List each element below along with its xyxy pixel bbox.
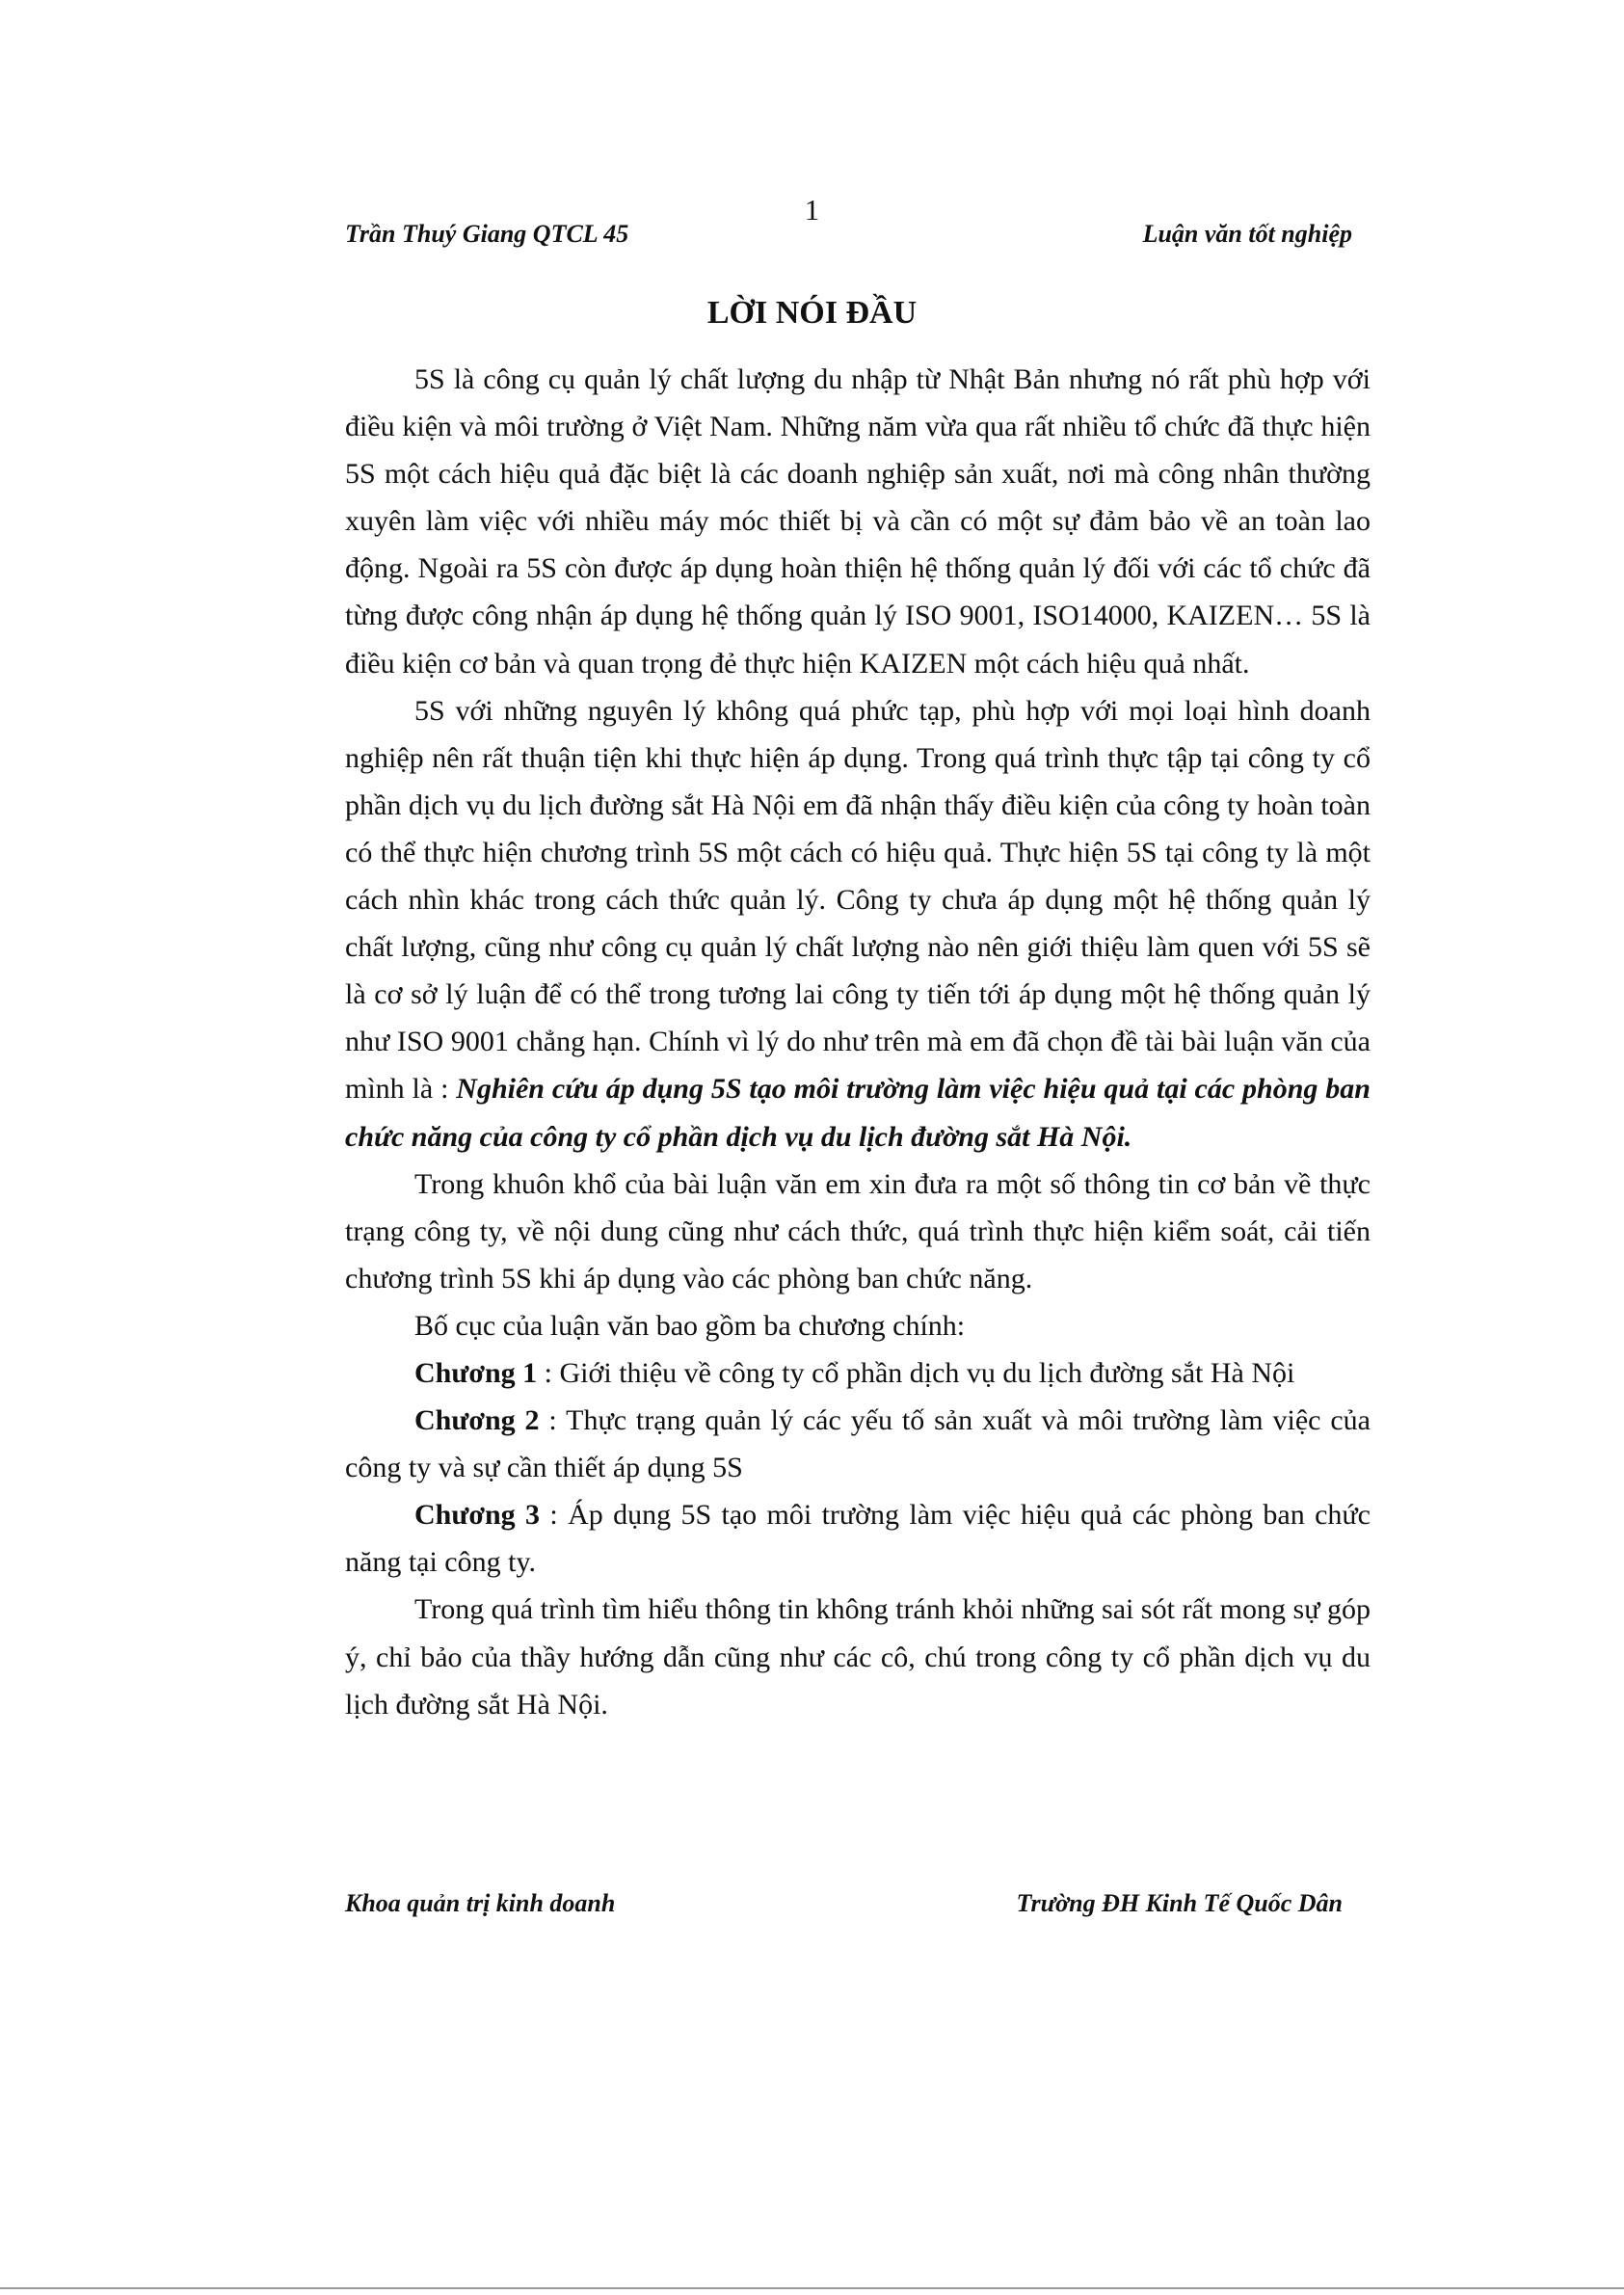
chapter-description: : Áp dụng 5S tạo môi trường làm việc hiệu quả các phòng ban chức năng tại công ty.: [345, 1499, 1371, 1579]
paragraph-scope: Trong khuôn khổ của bài luận văn em xin đưa ra một số thông tin cơ bản về thực trạng công ty, về nội dung cũng như cách thức, quá trình thực hiện kiểm soát, cải tiến chương trình 5S khi áp dụng vào các phòng ban chức năng.: [345, 1167, 1371, 1294]
header-document-type: Luận văn tốt nghiệp: [1142, 220, 1352, 248]
chapter-description: : Giới thiệu về công ty cổ phần dịch vụ du lịch đường sắt Hà Nội: [537, 1356, 1295, 1389]
page-number: 1: [804, 193, 820, 227]
header-author: Trần Thuý Giang QTCL 45: [345, 220, 629, 248]
paragraph-topic: [345, 687, 1371, 1161]
thesis-topic-title: Nghiên cứu áp dụng 5S tạo môi trường làm việc hiệu quả tại các phòng ban chức năng của công ty cổ phần dịch vụ du lịch đường sắt Hà Nội.: [345, 1073, 1371, 1153]
paragraph-intro: 5S là công cụ quản lý chất lượng du nhập từ Nhật Bản nhưng nó rất phù hợp với điều kiện và môi trường ở Việt Nam. Những năm vừa qua rất nhiều tổ chức đã thực hiện 5S một cách hiệu quả đặc biệt là các doanh nghiệp sản xuất, nơi mà công nhân thường xuyên làm việc với nhiều máy móc thiết bị và cần có một sự đảm bảo về an toàn lao động. Ngoài ra 5S còn được áp dụng hoàn thiện hệ thống quản lý đối với các tổ chức đã từng được công nhận áp dụng hệ thống quản lý ISO 9001, ISO14000, KAIZEN… 5S là điều kiện cơ bản và quan trọng đẻ thực hiện KAIZEN một cách hiệu quả nhất.: [345, 363, 1371, 680]
chapter-label: Chương 3: [414, 1499, 541, 1532]
chapter-label: Chương 2: [414, 1404, 540, 1437]
chapter-item: [345, 1397, 1371, 1491]
page-bottom-divider: [0, 2287, 1624, 2289]
chapter-description: : Thực trạng quản lý các yếu tố sản xuất và môi trường làm việc của công ty và sự cần thiết áp dụng 5S: [345, 1404, 1371, 1484]
chapter-label: Chương 1: [414, 1356, 538, 1389]
page-title: LỜI NÓI ĐẦU: [706, 295, 918, 331]
chapter-item: [345, 1491, 1371, 1586]
footer-faculty: Khoa quản trị kinh doanh: [345, 1889, 616, 1917]
paragraph-closing: Trong quá trình tìm hiểu thông tin không tránh khỏi những sai sót rất mong sự góp ý, chỉ bảo của thầy hướng dẫn cũng như các cô, chú trong công ty cổ phần dịch vụ du lịch đường sắt Hà Nội.: [345, 1593, 1371, 1721]
paragraph-structure: Bố cục của luận văn bao gồm ba chương chính:: [414, 1309, 966, 1342]
body-text: [345, 356, 1371, 1728]
chapter-item: [345, 1349, 1371, 1397]
paragraph-topic-text: 5S với những nguyên lý không quá phức tạp, phù hợp với mọi loại hình doanh nghiệp nên rất thuận tiện khi thực hiện áp dụng. Trong quá trình thực tập tại công ty cổ phần dịch vụ du lịch đường sắt Hà Nội em đã nhận thấy điều kiện của công ty hoàn toàn có thể thực hiện chương trình 5S một cách có hiệu quả. Thực hiện 5S tại công ty là một cách nhìn khác trong cách thức quản lý. Công ty chưa áp dụng một hệ thống quản lý chất lượng, cũng như công cụ quản lý chất lượng nào nên giới thiệu làm quen với 5S sẽ là cơ sở lý luận để có thể trong tương lai công ty tiến tới áp dụng một hệ thống quản lý như ISO 9001 chẳng hạn. Chính vì lý do như trên mà em đã chọn đề tài bài luận văn của mình là :: [345, 694, 1371, 1106]
footer-university: Trường ĐH Kinh Tế Quốc Dân: [1016, 1889, 1343, 1917]
